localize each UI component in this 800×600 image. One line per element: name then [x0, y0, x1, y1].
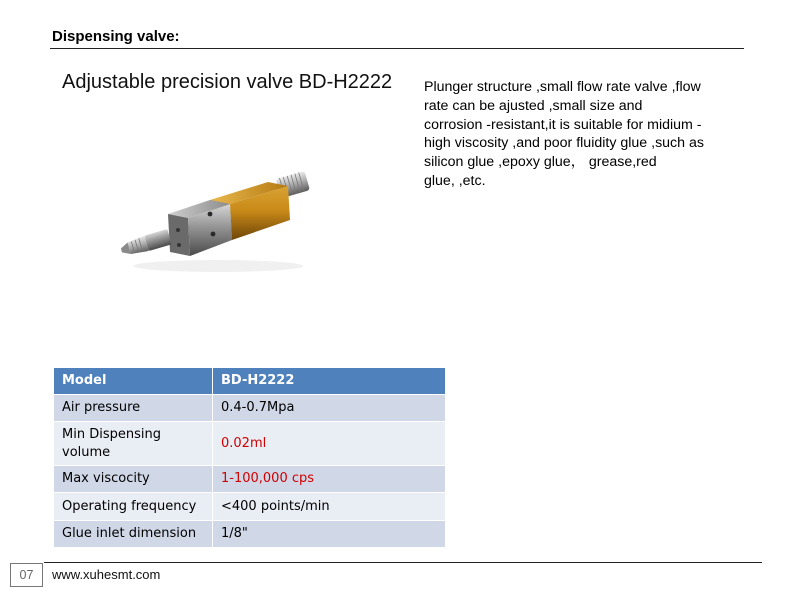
footer-divider	[44, 562, 762, 563]
website-url: www.xuhesmt.com	[52, 567, 161, 582]
row-label: Operating frequency	[54, 493, 213, 521]
row-value: 0.02ml	[213, 422, 446, 466]
row-value: <400 points/min	[213, 493, 446, 521]
row-value: 1-100,000 cps	[213, 466, 446, 493]
description-line: corrosion -resistant,it is suitable for midium -	[424, 116, 702, 133]
row-value: 0.4-0.7Mpa	[213, 395, 446, 422]
table-row	[54, 466, 446, 493]
description-line: silicon glue ,epoxy glue， grease,red	[424, 154, 657, 171]
description-line: glue, ,etc.	[424, 172, 486, 189]
section-title: Dispensing valve:	[52, 28, 180, 45]
table-header-cell: Model	[54, 368, 213, 395]
row-label: Max viscocity	[54, 466, 213, 493]
description-line: rate can be ajusted ,small size and	[424, 97, 643, 114]
description-line: Plunger structure ,small flow rate valve ,flow	[424, 79, 701, 95]
table-row	[54, 395, 446, 422]
row-value: 1/8"	[213, 521, 446, 548]
table-row	[54, 493, 446, 521]
table-row	[54, 422, 446, 466]
row-label: Air pressure	[54, 395, 213, 422]
table-row	[54, 521, 446, 548]
spec-table	[53, 367, 446, 548]
row-label: Glue inlet dimension	[54, 521, 213, 548]
row-label: Min Dispensing volume	[54, 422, 213, 466]
product-title: Adjustable precision valve BD-H2222	[62, 71, 393, 93]
page-number: 07	[10, 563, 43, 587]
table-header-cell: BD-H2222	[213, 368, 446, 395]
dispensing-valve-image	[118, 170, 318, 280]
description-line: high viscosity ,and poor fluidity glue ,such as	[424, 135, 704, 152]
header-divider	[50, 48, 744, 49]
table-header-row	[54, 368, 446, 395]
product-description	[424, 78, 740, 191]
